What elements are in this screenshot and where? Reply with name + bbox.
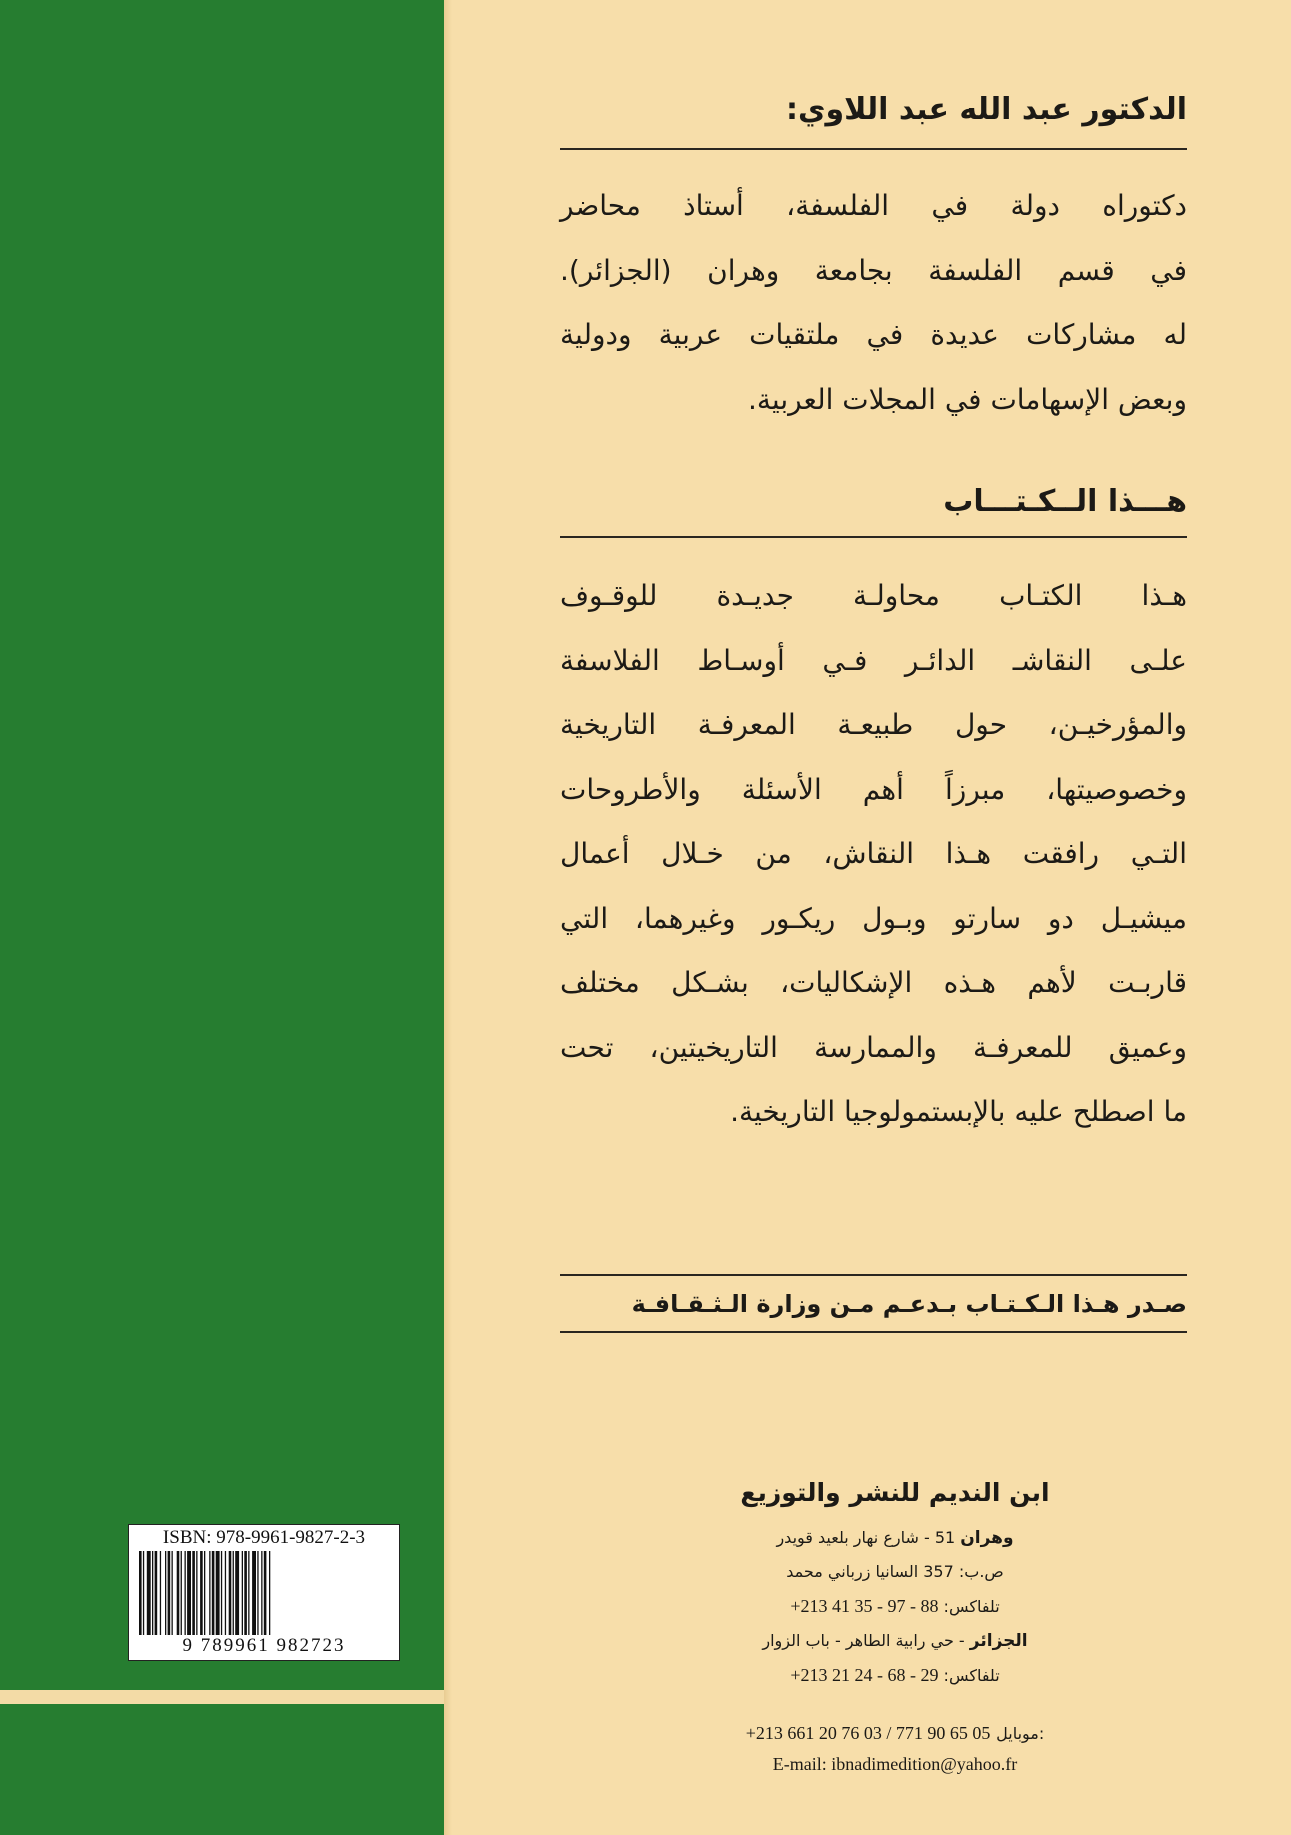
- barcode-bar: [192, 1551, 195, 1635]
- barcode-bar: [233, 1551, 234, 1635]
- algiers-fax-label: تلفاكس:: [943, 1666, 1000, 1685]
- book-summary-line: والمؤرخيـن، حول طبيعـة المعرفـة التاريخية: [560, 708, 1187, 741]
- author-heading: الدكتور عبد الله عبد اللاوي:: [785, 92, 1187, 127]
- author-bio-line: دكتوراه دولة في الفلسفة، أستاذ محاضر: [560, 189, 1187, 222]
- book-summary-line: التـي رافقت هـذا النقاش، من خـلال أعمال: [560, 837, 1187, 870]
- barcode-bar: [155, 1551, 158, 1635]
- barcode-bar: [181, 1551, 182, 1635]
- barcode-bar: [185, 1551, 186, 1635]
- algiers-address: [600, 1624, 1190, 1658]
- isbn-label: ISBN: 978-9961-9827-2-3: [162, 1527, 366, 1548]
- barcode-bars: [139, 1551, 389, 1635]
- author-heading-rule: [560, 148, 1187, 150]
- barcode-bar: [204, 1551, 205, 1635]
- mobile-row: [600, 1718, 1190, 1749]
- barcode-bar: [143, 1551, 144, 1635]
- barcode-bar: [257, 1551, 258, 1635]
- barcode-bar: [147, 1551, 151, 1635]
- book-summary-line: هـذا الكتـاب محاولـة جديـدة للوقـوف: [560, 579, 1187, 612]
- barcode-bar: [252, 1551, 256, 1635]
- panel-edge-shade: [444, 0, 452, 1835]
- barcode-bar: [152, 1551, 153, 1635]
- barcode-bar: [235, 1551, 239, 1635]
- barcode-bar: [160, 1551, 161, 1635]
- support-rule-bottom: [560, 1331, 1187, 1333]
- book-summary-line: ما اصطلح عليه بالإبستمولوجيا التاريخية.: [730, 1095, 1187, 1128]
- book-heading-rule: [560, 536, 1187, 538]
- barcode-bar: [244, 1551, 247, 1635]
- barcode-bar: [187, 1551, 191, 1635]
- barcode-bar: [229, 1551, 232, 1635]
- oran-fax-label: تلفاكس:: [943, 1597, 1000, 1616]
- book-heading: هـــذا الــكـتـــاب: [943, 484, 1187, 519]
- oran-city: وهران: [960, 1528, 1014, 1548]
- barcode-bar: [212, 1551, 215, 1635]
- algiers-fax: +213 21 24 - 68 - 29: [790, 1665, 939, 1685]
- algiers-street: - حي رابية الطاهر - باب الزوار: [762, 1631, 965, 1650]
- barcode-bar: [172, 1551, 173, 1635]
- oran-fax: +213 41 35 - 97 - 88: [790, 1596, 939, 1616]
- publisher-name: ابن النديم للنشر والتوزيع: [740, 1478, 1050, 1507]
- barcode-bar: [225, 1551, 226, 1635]
- author-bio: [560, 174, 1187, 432]
- book-summary-line: ميشيـل دو سارتو وبـول ريكـور وغيرهما، التي: [560, 901, 1187, 935]
- support-rule-top: [560, 1274, 1187, 1276]
- barcode-bar: [139, 1551, 142, 1635]
- email-address[interactable]: E-mail: ibnadimedition@yahoo.fr: [772, 1754, 1018, 1774]
- author-bio-line: له مشاركات عديدة في ملتقيات عربية ودولية: [560, 318, 1187, 351]
- barcode-bar: [177, 1551, 180, 1635]
- book-summary-line: وعميق للمعرفـة والممارسة التاريخيتين، تحت: [560, 1030, 1187, 1064]
- contact-block: [600, 1718, 1190, 1780]
- mobile-numbers: +213 661 20 76 03 / 771 90 65 05: [745, 1723, 991, 1743]
- oran-street: 51 - شارع نهار بلعيد قويدر: [776, 1528, 956, 1547]
- barcode-bar: [209, 1551, 210, 1635]
- barcode-bar: [269, 1551, 270, 1635]
- author-bio-line: وبعض الإسهامات في المجلات العربية.: [747, 382, 1187, 416]
- author-bio-line: في قسم الفلسفة بجامعة وهران (الجزائر).: [560, 253, 1187, 287]
- barcode-bar: [248, 1551, 249, 1635]
- barcode-bar: [264, 1551, 267, 1635]
- barcode-bar: [165, 1551, 166, 1635]
- oran-fax-row: [600, 1589, 1190, 1624]
- oran-address: [600, 1521, 1190, 1555]
- barcode-bar: [168, 1551, 171, 1635]
- panel-divider-stripe: [0, 1690, 444, 1704]
- barcode-bar: [196, 1551, 197, 1635]
- barcode-bar: [221, 1551, 222, 1635]
- publisher-block: [600, 1478, 1190, 1693]
- book-summary-line: علـى النقاشـ الدائـر فـي أوسـاط الفلاسفة: [560, 643, 1187, 677]
- barcode-bar: [200, 1551, 203, 1635]
- barcode-bar: [261, 1551, 262, 1635]
- algiers-fax-row: [600, 1658, 1190, 1693]
- email-row[interactable]: [600, 1749, 1190, 1780]
- ministry-support-note: صـدر هـذا الـكـتـاب بـدعـم مـن وزارة الـثـقـافـة: [631, 1290, 1187, 1318]
- barcode-bar: [242, 1551, 243, 1635]
- algiers-city: الجزائر: [969, 1631, 1028, 1651]
- book-summary-line: وخصوصيتها، مبرزاً أهم الأسئلة والأطروحات: [560, 772, 1187, 806]
- mobile-label: موبايل:: [996, 1724, 1045, 1743]
- isbn-barcode: [128, 1524, 400, 1661]
- barcode-bar: [216, 1551, 220, 1635]
- po-box: ص.ب: 357 السانيا زرباني محمد: [786, 1562, 1004, 1581]
- barcode-digits: 9 789961 982723: [182, 1635, 346, 1656]
- book-summary: [560, 564, 1187, 1145]
- book-summary-line: قاربـت لأهم هـذه الإشكاليات، بشـكل مختلف: [560, 966, 1187, 999]
